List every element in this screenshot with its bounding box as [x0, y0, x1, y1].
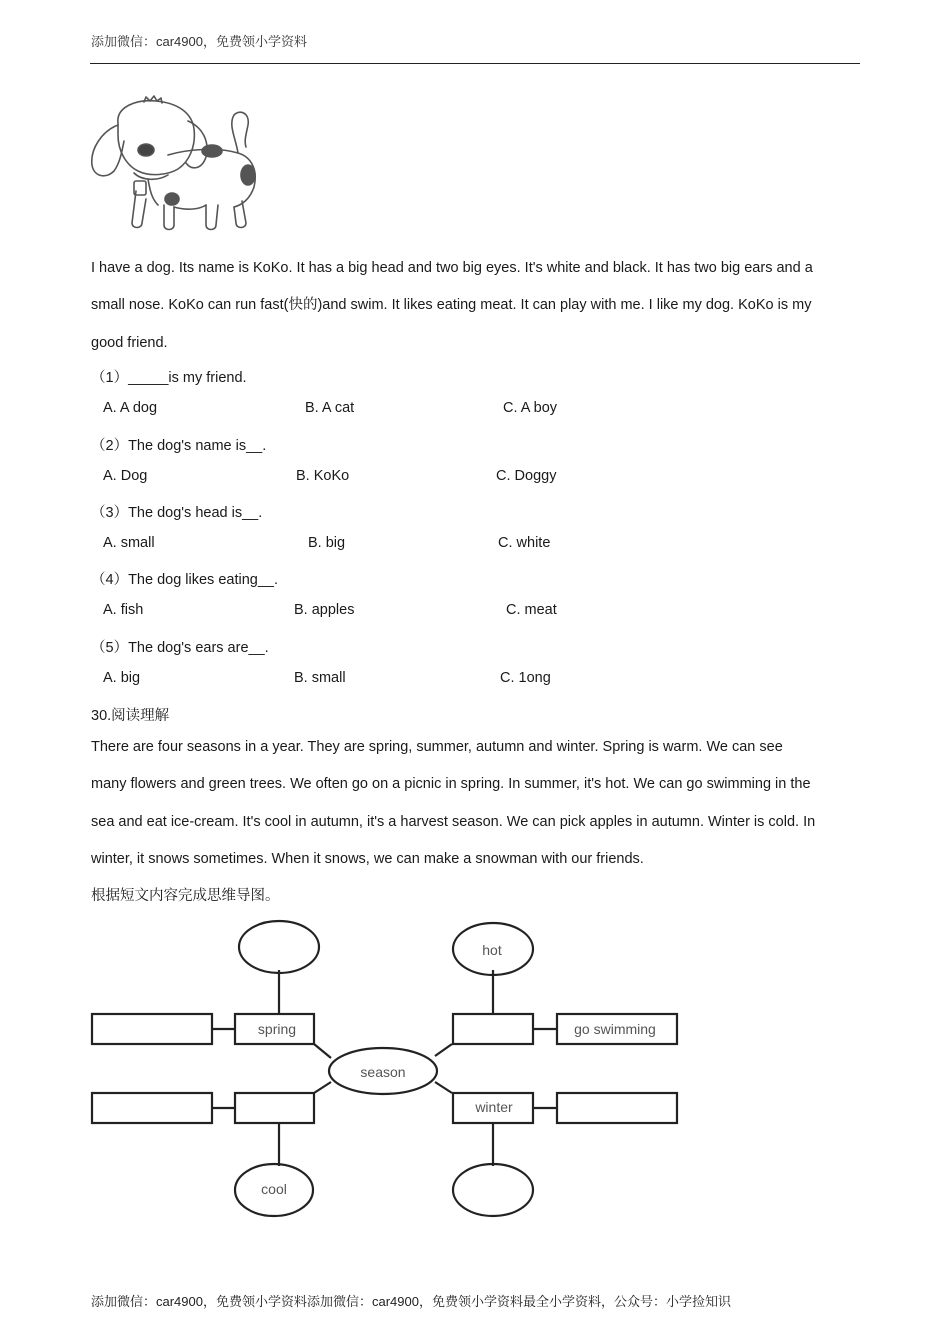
connector-line	[435, 1044, 452, 1056]
mindmap-winter-label: winter	[475, 1099, 513, 1115]
winter-blank-oval	[453, 1164, 533, 1216]
q2-option-b[interactable]: B. KoKo	[296, 468, 350, 484]
page-footer: 添加微信：car4900，免费领小学资料添加微信：car4900，免费领小学资料最全小学资料，公众号：小学捡知识	[91, 1294, 731, 1309]
autumn-blank-box-left	[92, 1093, 212, 1123]
q3-option-b[interactable]: B. big	[308, 535, 346, 551]
passage-line: winter, it snows sometimes. When it snows, we can make a snowman with our friends.	[91, 850, 644, 867]
q2-option-a[interactable]: A. Dog	[103, 468, 148, 484]
q5-option-c[interactable]: C. 1ong	[500, 670, 551, 686]
q1-option-a[interactable]: A. A dog	[103, 400, 158, 416]
mindmap-season-label: season	[360, 1064, 406, 1080]
q5-option-a[interactable]: A. big	[103, 670, 141, 686]
passage-line: good friend.	[91, 334, 168, 351]
section-30-title: 30.阅读理解	[91, 708, 170, 724]
mindmap-hot-label: hot	[482, 942, 502, 958]
passage-line: small nose. KoKo can run fast(快的)and swim. It likes eating meat. It can play with me. I like my dog. KoKo is my	[91, 297, 812, 314]
mindmap-go-swimming-label: go swimming	[574, 1021, 656, 1037]
question-3: （3）The dog's head is__.	[91, 505, 263, 521]
passage-line: many flowers and green trees. We often go on a picnic in spring. In summer, it's hot. We can go swimming in the	[91, 776, 811, 793]
q5-option-b[interactable]: B. small	[294, 670, 346, 686]
connector-line	[314, 1044, 331, 1058]
question-5: （5）The dog's ears are__.	[91, 640, 269, 656]
summer-blank-box	[453, 1014, 533, 1044]
q3-option-c[interactable]: C. white	[498, 535, 551, 551]
mindmap-spring-label: spring	[257, 1021, 297, 1037]
question-2: （2）The dog's name is__.	[91, 438, 267, 454]
q4-option-b[interactable]: B. apples	[294, 602, 355, 618]
q1-option-c[interactable]: C. A boy	[503, 400, 558, 416]
page-header: 添加微信：car4900，免费领小学资料	[91, 34, 307, 49]
connector-line	[435, 1082, 452, 1093]
connector-line	[314, 1082, 331, 1093]
mindmap-cool-label: cool	[261, 1181, 287, 1197]
q4-option-a[interactable]: A. fish	[103, 602, 144, 618]
spring-blank-box	[92, 1014, 212, 1044]
passage-line: There are four seasons in a year. They are spring, summer, autumn and winter. Spring is warm. We can see	[91, 739, 783, 755]
q2-option-c[interactable]: C. Doggy	[496, 468, 557, 484]
q4-option-c[interactable]: C. meat	[506, 602, 557, 618]
autumn-blank-box	[235, 1093, 314, 1123]
winter-blank-box-right	[557, 1093, 677, 1123]
mindmap-instruction: 根据短文内容完成思维导图。	[91, 888, 280, 904]
q3-option-a[interactable]: A. small	[103, 535, 155, 551]
passage-line: sea and eat ice-cream. It's cool in autumn, it's a harvest season. We can pick apples in autumn. Winter is cold. In	[91, 813, 816, 830]
q1-option-b[interactable]: B. A cat	[305, 400, 355, 416]
question-4: （4）The dog likes eating__.	[91, 572, 278, 588]
question-1: （1）_____is my friend.	[91, 370, 247, 386]
passage-line: I have a dog. Its name is KoKo. It has a big head and two big eyes. It's white and black. It has two big ears and a	[91, 260, 813, 276]
spring-blank-oval	[239, 921, 319, 973]
